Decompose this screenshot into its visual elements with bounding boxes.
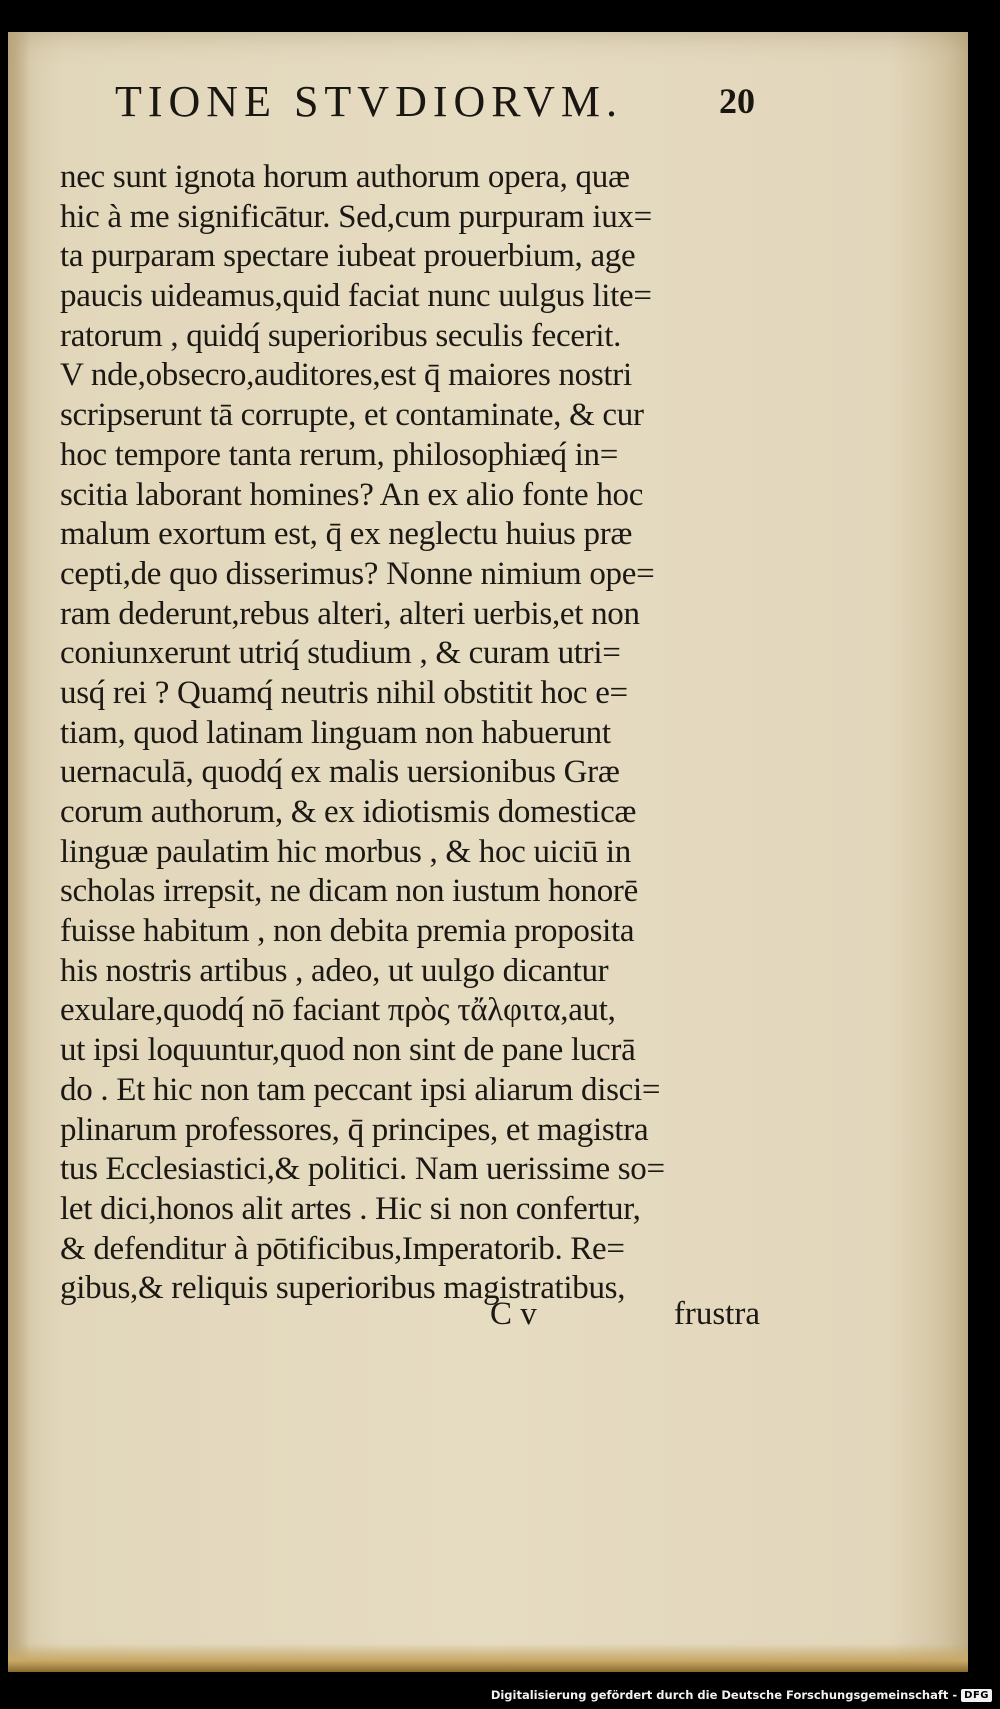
text-line: V nde,obsecro,auditores,est q̄ maiores nostri	[60, 357, 632, 394]
page-gutter-shadow	[8, 32, 30, 1672]
text-line: cepti,de quo disserimus? Nonne nimium ope=	[60, 555, 655, 592]
text-line: fuisse habitum , non debita premia proposita	[60, 913, 635, 950]
folio-number: 20	[719, 81, 755, 121]
text-line: uernaculā, quodq́ ex malis uersionibus Græ	[60, 754, 620, 791]
dfg-logo: DFG	[961, 1689, 992, 1702]
text-line: & defenditur à pōtificibus,Imperatorib. Re=	[60, 1230, 625, 1267]
text-line: ratorum , quidq́ superioribus seculis fecerit.	[60, 317, 622, 354]
text-line: scitia laborant homines? An ex alio fonte hoc	[60, 476, 644, 513]
running-head	[115, 76, 755, 136]
catchword-line	[490, 1296, 760, 1340]
text-line: usq́ rei ? Quamq́ neutris nihil obstitit hoc e=	[60, 674, 628, 711]
text-line: scholas irrepsit, ne dicam non iustum honorē	[60, 873, 638, 910]
text-line: gibus,& reliquis superioribus magistratibus,	[60, 1270, 626, 1307]
text-line: do . Et hic non tam peccant ipsi aliarum disci=	[60, 1071, 661, 1108]
text-line: scripserunt tā corrupte, et contaminate, & cur	[60, 397, 644, 434]
text-line: hic à me significātur. Sed,cum purpuram iux=	[60, 198, 652, 235]
text-line: corum authorum, & ex idiotismis domesticæ	[60, 794, 637, 830]
text-line: let dici,honos alit artes . Hic si non confertur,	[60, 1190, 641, 1227]
text-line: linguæ paulatim hic morbus , & hoc uiciū in	[60, 833, 631, 870]
digitization-footer	[491, 1684, 992, 1706]
text-line: ram dederunt,rebus alteri, alteri uerbis,et non	[60, 595, 640, 632]
text-line: tus Ecclesiastici,& politici. Nam uerissime so=	[60, 1151, 665, 1188]
text-line: his nostris artibus , adeo, ut uulgo dicantur	[60, 952, 609, 989]
funding-credit: Digitalisierung gefördert durch die Deutsche Forschungsgemeinschaft -	[490, 1688, 958, 1702]
text-line: ta purparam spectare iubeat prouerbium, age	[60, 238, 636, 275]
page-bottom-edge	[8, 1644, 968, 1672]
text-line: ut ipsi loquuntur,quod non sint de pane lucrā	[60, 1032, 636, 1069]
text-line: plinarum professores, q̄ principes, et magistra	[60, 1111, 649, 1148]
text-line: malum exortum est, q̄ ex neglectu huius præ	[60, 516, 633, 553]
signature-mark: C v	[490, 1296, 537, 1332]
text-line: tiam, quod latinam linguam non habuerunt	[60, 714, 611, 751]
text-line: coniunxerunt utriq́ studium , & curam utri=	[60, 635, 621, 672]
text-line: paucis uideamus,quid faciat nunc uulgus lite=	[60, 278, 652, 315]
text-line: exulare,quodq́ nō faciant πρὸς τἄλφιτα,aut,	[60, 992, 616, 1029]
catchword: frustra	[673, 1296, 760, 1332]
body-text	[60, 158, 760, 1309]
running-title: TIONE STVDIORVM.	[115, 77, 624, 126]
text-line: hoc tempore tanta rerum, philosophiæq́ in=	[60, 436, 619, 473]
text-line: nec sunt ignota horum authorum opera, quæ	[60, 159, 630, 195]
